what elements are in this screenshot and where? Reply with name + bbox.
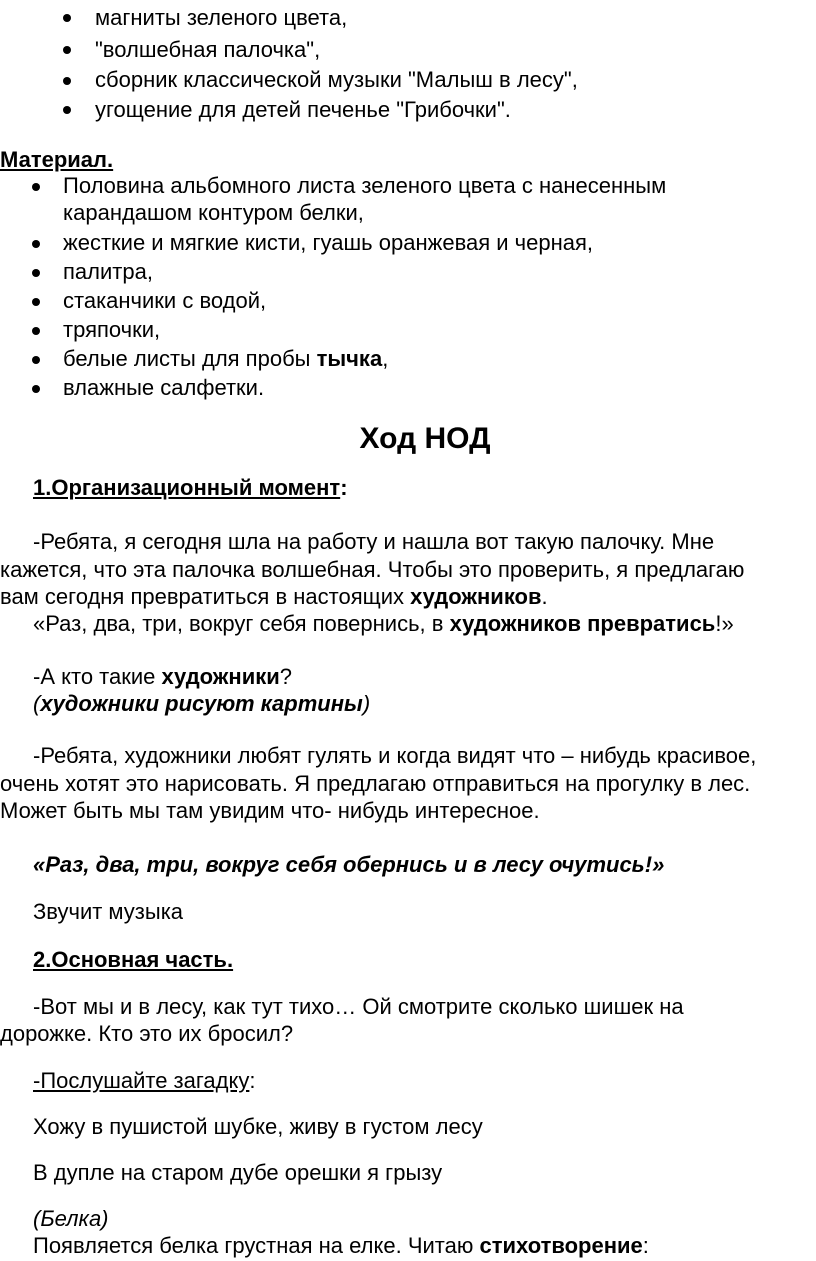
bullet: [32, 183, 40, 191]
list-item-continuation: карандашом контуром белки,: [63, 200, 364, 225]
text: .: [541, 584, 548, 609]
bullet: [63, 46, 71, 54]
material-heading: Материал.: [0, 147, 114, 172]
list-item: палитра,: [63, 259, 153, 284]
bullet: [63, 106, 71, 114]
text: белые листы для пробы: [63, 346, 317, 371]
page-title: Ход НОД: [359, 422, 491, 455]
bold-term: стихотворение: [479, 1233, 643, 1258]
list-item: [63, 345, 388, 373]
answer: [33, 690, 370, 718]
colon: :: [249, 1068, 256, 1093]
bullet: [32, 385, 40, 393]
bullet: [63, 77, 71, 85]
text: ): [362, 691, 371, 716]
riddle-intro: [33, 1067, 256, 1095]
paragraph-line: -Вот мы и в лесу, как тут тихо… Ой смотрите сколько шишек на: [33, 994, 684, 1019]
text: «Раз, два, три, вокруг себя повернись, в: [33, 611, 450, 636]
bullet: [32, 356, 40, 364]
bold-term: художников: [410, 584, 542, 609]
music-note: Звучит музыка: [33, 899, 184, 924]
bold-term: художники: [161, 664, 280, 689]
paragraph-line: -Ребята, я сегодня шла на работу и нашла вот такую палочку. Мне: [33, 529, 715, 554]
question: [33, 663, 292, 691]
section-heading-text: 1.Организационный момент: [33, 475, 341, 500]
paragraph-line: [33, 1232, 649, 1260]
list-item: жесткие и мягкие кисти, гуашь оранжевая и черная,: [63, 230, 594, 255]
paragraph-line: [0, 583, 548, 611]
bold-term: тычка: [316, 346, 383, 371]
riddle-line: Хожу в пушистой шубке, живу в густом лесу: [33, 1114, 483, 1139]
text: -А кто такие: [33, 664, 162, 689]
bullet: [32, 240, 40, 248]
bullet: [32, 298, 40, 306]
riddle-label: -Послушайте загадку: [33, 1068, 250, 1093]
paragraph-line: Может быть мы там увидим что- нибудь интересное.: [0, 798, 540, 823]
bold-term: художники рисуют картины: [40, 691, 363, 716]
list-item: влажные салфетки.: [63, 375, 265, 400]
text: ?: [279, 664, 292, 689]
text: Появляется белка грустная на елке. Читаю: [33, 1233, 480, 1258]
paragraph-line: [33, 610, 734, 638]
riddle-line: В дупле на старом дубе орешки я грызу: [33, 1160, 443, 1185]
bullet: [32, 269, 40, 277]
text: (: [33, 691, 41, 716]
riddle-answer: (Белка): [33, 1206, 109, 1231]
list-item: угощение для детей печенье "Грибочки".: [95, 97, 511, 122]
text: ,: [382, 346, 389, 371]
list-item: тряпочки,: [63, 317, 161, 342]
section-heading: 2.Основная часть.: [33, 947, 234, 972]
list-item: "волшебная палочка",: [95, 37, 321, 62]
list-item: сборник классической музыки "Малыш в лесу",: [95, 67, 578, 92]
paragraph-line: дорожке. Кто это их бросил?: [0, 1021, 294, 1046]
paragraph-line: кажется, что эта палочка волшебная. Чтобы это проверить, я предлагаю: [0, 557, 745, 582]
text: вам сегодня превратиться в настоящих: [0, 584, 411, 609]
list-item: стаканчики с водой,: [63, 288, 267, 313]
colon: :: [340, 475, 348, 500]
bullet: [63, 14, 71, 22]
paragraph-line: очень хотят это нарисовать. Я предлагаю отправиться на прогулку в лес.: [0, 771, 751, 796]
text: !»: [715, 611, 734, 636]
section-heading: [33, 474, 348, 502]
text: :: [642, 1233, 649, 1258]
list-item: Половина альбомного листа зеленого цвета с нанесенным: [63, 173, 667, 198]
paragraph-line: -Ребята, художники любят гулять и когда видят что – нибудь красивое,: [33, 743, 757, 768]
bold-term: художников превратись: [449, 611, 716, 636]
list-item: магниты зеленого цвета,: [95, 5, 348, 30]
chant: «Раз, два, три, вокруг себя обернись и в лесу очутись!»: [33, 852, 665, 877]
bullet: [32, 327, 40, 335]
